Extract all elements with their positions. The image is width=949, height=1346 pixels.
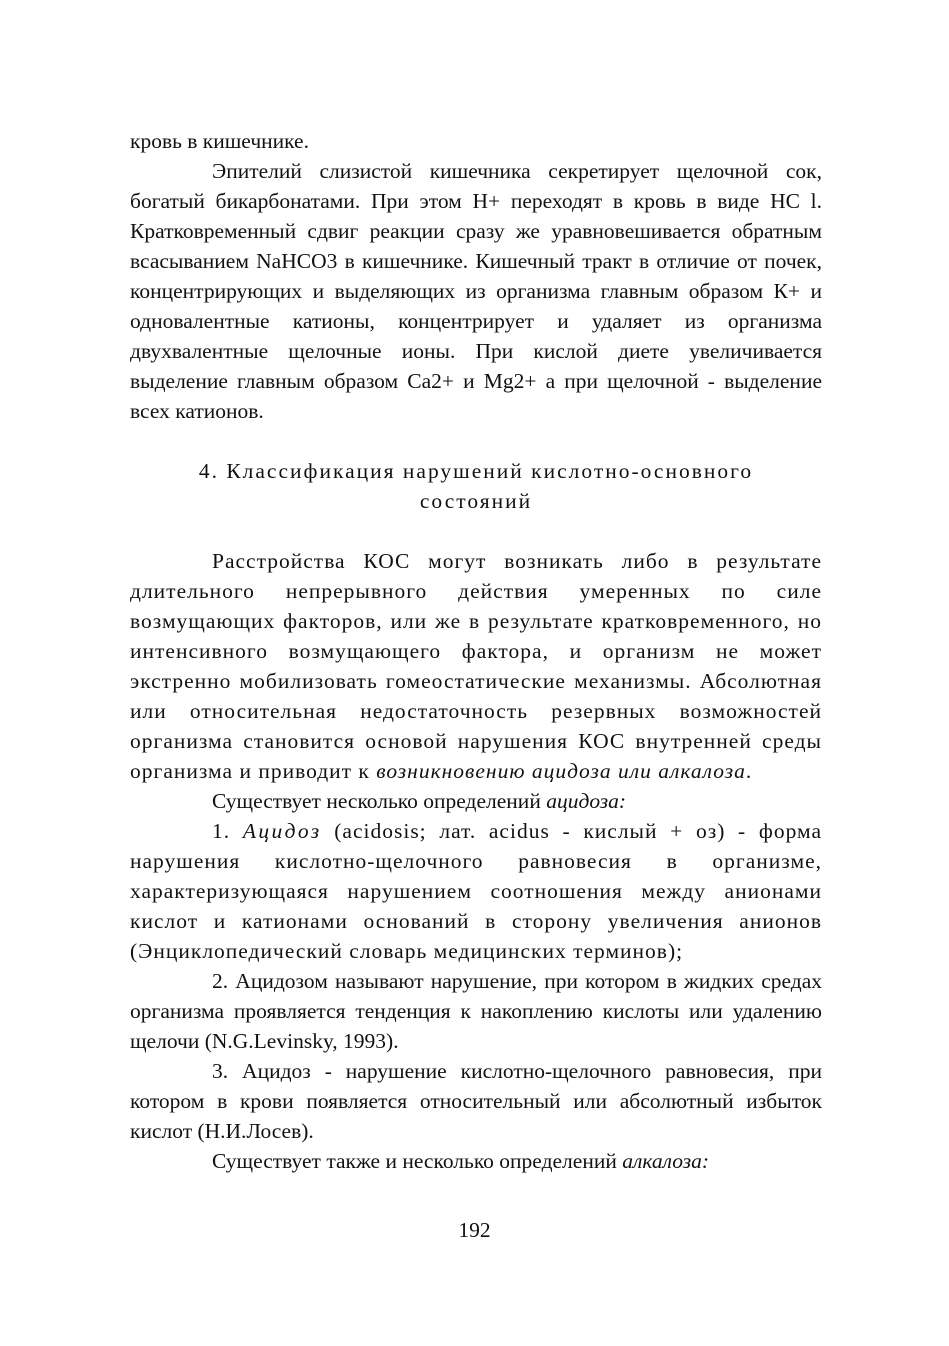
body-text [130,126,822,1176]
definition-2: 2. Ацидозом называют нарушение, при котором в жидких средах организма проявляется тенденция к накоплению кислоты или удалению щелочи (N.G.Levinsky, 1993). [130,969,822,1053]
definition-1-term: Ацидоз [242,819,322,843]
definition-1-text: (acidosis; лат. acidus - кислый + оз) - форма нарушения кислотно-щелочного равновесия в организме, характеризующаяся нарушением соотношения между анионами кислот и катионами оснований в сторону увеличения анионов (Энциклопедический словарь медицинских терминов); [130,819,823,963]
paragraph-kos-end: . [745,759,753,783]
definition-3: 3. Ацидоз - нарушение кислотно-щелочного равновесия, при котором в крови появляется относительный или абсолютный избыток кислот (Н.И.Лосев). [130,1059,822,1143]
section-heading [130,456,822,516]
paragraph-kos-disorders [130,546,822,786]
alkalosis-intro-italic: алкалоза: [622,1149,710,1173]
section-heading-line2: состояний [419,489,533,513]
acidosis-intro-text: Существует несколько определений [212,789,547,813]
alkalosis-intro-text: Существует также и несколько определений [212,1149,623,1173]
paragraph-acidosis-intro [130,786,822,816]
definition-1-number: 1. [212,819,243,843]
paragraph-kos-italic: возникновению ацидоза или алкалоза [376,759,746,783]
paragraph-continuation: кровь в кишечнике. [130,129,309,153]
paragraph-kos-text: Расстройства КОС могут возникать либо в результате длительного непрерывного действия умеренных по силе возмущающих факторов, или же в результате кратковременного, но интенсивного возмущающего фактора, и организм не может экстренно мобилизовать гомеостатические механизмы. Абсолютная или относительная недостаточность резервных возможностей организма становится основой нарушения КОС внутренней среды организма и приводит к [130,549,822,783]
paragraph-alkalosis-intro [130,1146,822,1176]
definition-1 [130,816,822,966]
page-number: 192 [458,1218,491,1242]
paragraph-intestine: Эпителий слизистой кишечника секретирует щелочной сок, богатый бикарбонатами. При этом Н+ переходят в кровь в виде НС l. Кратковременный сдвиг реакции сразу же уравновешивается обратным всасыванием NaHCO3 в кишечнике. Кишечный тракт в отличие от почек, концентрирующих и выделяющих из организма главным образом К+ и одновалентные катионы, концентрирует и удаляет из организма двухвалентные щелочные ионы. При кислой диете увеличивается выделение главным образом Са2+ и Mg2+ а при щелочной - выделение всех катионов. [130,159,822,423]
section-heading-line1: 4. Классификация нарушений кислотно-основного [198,459,754,483]
acidosis-intro-italic: ацидоза: [546,789,627,813]
